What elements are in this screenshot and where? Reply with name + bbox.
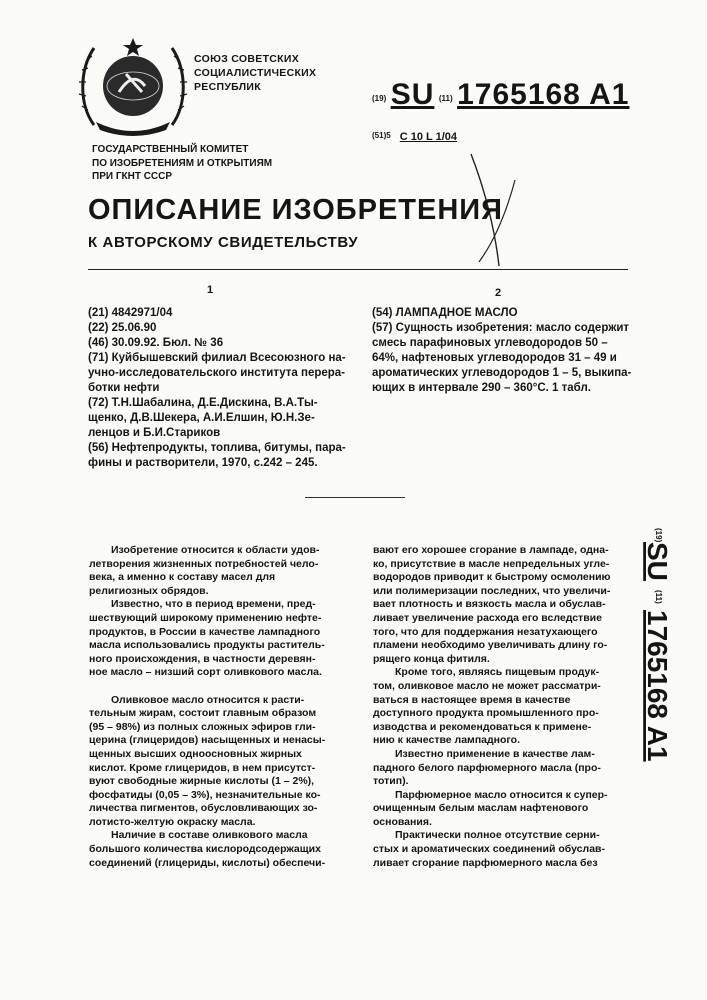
body-line: шествующий широкому применению нефте- <box>89 611 322 624</box>
body-column-right <box>373 544 633 870</box>
side-su: SU <box>642 542 673 581</box>
biblio-line: ленцов и Б.И.Стариков <box>88 427 221 439</box>
body-line: Практически полное отсутствие серни- <box>395 829 600 842</box>
body-line: (95 – 98%) из полных сложных эфиров гли- <box>89 720 316 733</box>
body-line: церина (глицеридов) насыщенных и ненасы- <box>89 734 326 747</box>
body-line: того, что для поддержания незатухающего <box>373 625 598 638</box>
body-line: тотип). <box>373 775 409 788</box>
bibliographic-data <box>88 306 346 471</box>
body-line: рящего конца фитиля. <box>373 652 490 665</box>
document-subtitle: К АВТОРСКОМУ СВИДЕТЕЛЬСТВУ <box>88 234 359 251</box>
ipc-value: C 10 L 1/04 <box>399 131 458 143</box>
body-line: Оливковое масло относится к расти- <box>111 693 305 706</box>
code-11-label: (11) <box>438 94 453 103</box>
body-line: ное масло – низший сорт оливкового масла. <box>89 666 322 679</box>
body-line: продуктов, в России в качестве лампадного <box>89 625 321 638</box>
side-code-11: (11) <box>654 590 663 604</box>
body-line: изводства и рекомендоваться к примене- <box>373 720 592 733</box>
body-line: падного белого парфюмерного масла (про- <box>373 761 601 774</box>
body-line: нию к качестве лампадного. <box>373 734 520 747</box>
body-line: водородов приводит к быстрому осмолению <box>373 571 611 584</box>
body-line <box>89 680 349 694</box>
body-line: Известно применение в качестве лам- <box>395 747 595 760</box>
biblio-line: ботки нефти <box>88 382 160 394</box>
body-line: стых и ароматических соединений обуслав- <box>373 843 605 856</box>
biblio-line: (71) Куйбышевский филиал Всесоюзного на- <box>88 352 346 364</box>
side-patent-number <box>638 520 698 810</box>
side-number: 1765168 A1 <box>642 610 673 762</box>
summary-line: смесь парафиновых углеводородов 50 – <box>372 337 608 349</box>
body-line: Изобретение относится к области удов- <box>111 544 320 556</box>
publication-number <box>372 78 629 112</box>
document-title: ОПИСАНИЕ ИЗОБРЕТЕНИЯ <box>88 194 503 226</box>
body-line: или полимеризации последних, что увеличи- <box>373 584 611 597</box>
body-line: религиозных обрядов. <box>89 584 209 597</box>
body-line: большого количества кислородсодержащих <box>89 843 321 856</box>
biblio-line: (22) 25.06.90 <box>88 322 157 334</box>
body-line: основания. <box>373 815 432 828</box>
body-line: ко, присутствие в масле непредельных угле- <box>373 557 610 570</box>
ussr-emblem-icon <box>74 30 192 138</box>
section-divider <box>305 497 405 498</box>
side-code-19: (19) <box>654 528 663 543</box>
state-committee: ГОСУДАРСТВЕННЫЙ КОМИТЕТ ПО ИЗОБРЕТЕНИЯМ И ОТКРЫТИЯМ ПРИ ГКНТ СССР <box>92 144 273 182</box>
summary-line: (54) ЛАМПАДНОЕ МАСЛО <box>372 307 518 319</box>
body-line: щенных высших одноосновных жирных <box>89 747 302 760</box>
body-line: кислот. Кроме глицеридов, в нем присутст- <box>89 761 316 774</box>
invention-summary <box>372 306 632 396</box>
summary-line: ароматических углеводородов 1 – 5, выкипа- <box>372 367 632 379</box>
body-line: тельным жирам, состоит главным образом <box>89 707 317 720</box>
code-19-label: (19) <box>372 94 387 103</box>
body-column-left <box>89 544 349 870</box>
biblio-line: учно-исследовательского института перера- <box>88 367 346 379</box>
body-line: пламени необходимо увеличивать длину го- <box>373 639 608 652</box>
biblio-line: (72) Т.Н.Шабалина, Д.Е.Дискина, В.А.Ты- <box>88 397 318 409</box>
country-code: SU <box>390 78 435 111</box>
body-line: вуют свободные жирные кислоты (1 – 2%), <box>89 775 315 788</box>
biblio-line: щенко, Д.В.Шекера, А.И.Елшин, Ю.Н.Зе- <box>88 412 315 424</box>
body-line: ливает увеличение расхода его вследствие <box>373 611 602 624</box>
biblio-line: (56) Нефтепродукты, топлива, битумы, пара- <box>88 442 346 454</box>
body-line: масла использовались продукты раститель- <box>89 639 325 652</box>
body-line: Известно, что в период времени, пред- <box>111 598 316 611</box>
country-name: СОЮЗ СОВЕТСКИХ СОЦИАЛИСТИЧЕСКИХ РЕСПУБЛИК <box>194 53 317 93</box>
body-line: летворения жизненных потребностей чело- <box>89 557 319 570</box>
body-line: вает плотность и вязкость масла и обуслав- <box>373 598 606 611</box>
body-line: том, оливковое масло не может рассматри- <box>373 679 601 692</box>
header-divider <box>88 269 628 270</box>
body-line: ливает сгорание парфюмерного масла без <box>373 856 598 869</box>
body-line: соединений (глицериды, кислоты) обеспечи- <box>89 856 326 869</box>
body-line: ваться в настоящее время в качестве <box>373 693 571 706</box>
column-number-right: 2 <box>495 287 502 299</box>
biblio-line: (21) 4842971/04 <box>88 307 173 319</box>
body-line: личества пигментов, обусловливающих зо- <box>89 802 318 815</box>
column-number-left: 1 <box>207 284 214 296</box>
body-line: доступного продукта промышленного про- <box>373 707 599 720</box>
body-line: Наличие в составе оливкового масла <box>111 829 308 842</box>
biblio-line: фины и растворители, 1970, с.242 – 245. <box>88 457 318 469</box>
summary-line: (57) Сущность изобретения: масло содержит <box>372 322 630 334</box>
body-line: Парфюмерное масло относится к супер- <box>395 788 608 801</box>
biblio-line: (46) 30.09.92. Бюл. № 36 <box>88 337 224 349</box>
body-line: Кроме того, являясь пищевым продук- <box>395 666 600 679</box>
code-51-label: (51)5 <box>372 131 391 140</box>
body-line: лотисто-желтую окраску масла. <box>89 815 256 828</box>
body-line: ного происхождения, в частности деревян- <box>89 652 316 665</box>
body-line: вают его хорошее сгорание в лампаде, одна- <box>373 544 609 556</box>
ipc-classification <box>372 131 457 143</box>
summary-line: 64%, нафтеновых углеводородов 31 – 49 и <box>372 352 617 364</box>
body-line: очищенным белым маслам нафтенового <box>373 802 589 815</box>
body-line: фосфатиды (0,05 – 3%), незначительные ко- <box>89 788 321 801</box>
body-line: века, а именно к составу масел для <box>89 571 276 584</box>
summary-line: ющих в интервале 290 – 360°С. 1 табл. <box>372 382 591 394</box>
patent-number: 1765168 A1 <box>457 78 630 111</box>
